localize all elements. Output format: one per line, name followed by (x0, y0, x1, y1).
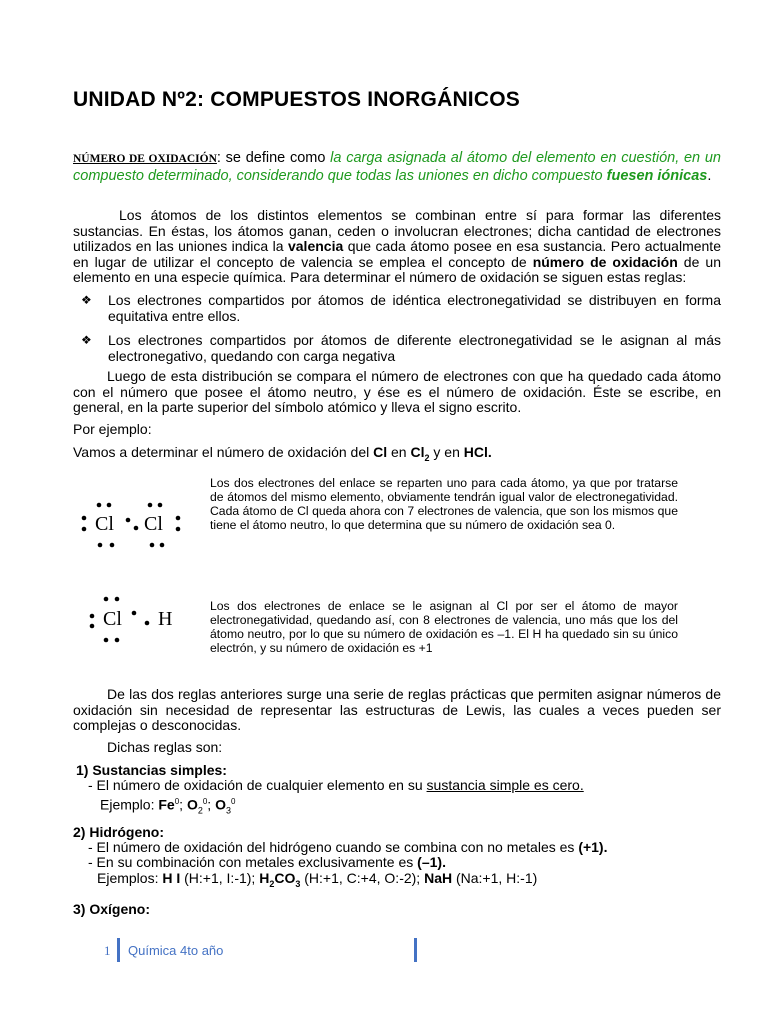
definition-term: NÚMERO DE OXIDACIÓN (73, 153, 217, 165)
rule1-heading: 1) Sustancias simples: (76, 762, 227, 778)
rule1-line: - El número de oxidación de cualquier elemento en su sustancia simple es cero. (88, 777, 584, 793)
lewis-atom-cl: Cl (144, 513, 163, 535)
caption-cl2: Los dos electrones del enlace se reparten uno para cada átomo, ya que por tratarse de átomos del mismo elemento, obviamente tendrán igual valor de electronegatividad. Cada átomo de Cl queda ahora con 7 electrones de valencia, que son los mismos que tiene el átomo neutro, lo que determina que su número de oxidación sea 0. (210, 476, 678, 532)
rules-bullet-list (73, 293, 721, 370)
rule3-heading: 3) Oxígeno: (73, 901, 151, 917)
paragraph-2: Luego de esta distribución se compara el número de electrones con que ha quedado cada átomo con el número que posee el átomo neutro, y ése es el número de oxidación. Éste se escribe, en general, en la parte superior del símbolo atómico y lleva el signo escrito. (73, 368, 721, 415)
paragraph-3: De las dos reglas anteriores surge una serie de reglas prácticas que permiten asignar números de oxidación sin necesidad de representar las estructuras de Lewis, las cuales a veces pueden ser complejas o desconocidas. (73, 686, 721, 733)
diamond-bullet-icon: ❖ (81, 293, 92, 307)
definition-green-bold: fuesen iónicas (606, 168, 708, 184)
lewis-atom-cl: Cl (103, 608, 122, 630)
page-title: UNIDAD Nº2: COMPUESTOS INORGÁNICOS (73, 88, 520, 111)
rule2-line2: - En su combinación con metales exclusivamente es (–1). (88, 854, 446, 870)
definition-intro: : se define como (216, 150, 331, 166)
example-label: Por ejemplo: (73, 421, 152, 437)
caption-hcl: Los dos electrones de enlace se le asignan al Cl por ser el átomo de mayor electronegatividad, quedando así, con 8 electrones de valencia, uno más que los del átomo neutro, por lo que su número de oxidación es –1. El H ha quedado sin su único electrón, y su número de oxidación es +1 (210, 599, 678, 655)
lewis-dots-cl2 (76, 496, 186, 548)
lewis-structure-hcl (86, 594, 186, 646)
footer-text: Química 4to año (128, 943, 224, 958)
lewis-atom-h: H (158, 608, 173, 630)
footer-page-number: 1 (104, 943, 111, 958)
footer-divider (117, 938, 120, 962)
rule2-heading: 2) Hidrógeno: (73, 824, 164, 840)
rule2-line1: - El número de oxidación del hidrógeno cuando se combina con no metales es (+1). (88, 839, 608, 855)
footer-divider-right (414, 938, 417, 962)
rule2-examples: Ejemplos: H I (H:+1, I:-1); $H_2CO_3$ (H:+1, C:+4, O:-2); NaH (Na:+1, H:-1) (97, 870, 538, 889)
definition-end: . (707, 168, 712, 184)
paragraph-1: Los átomos de los distintos elementos se combinan entre sí para formar las diferentes sustancias. En éstas, los átomos ganan, ceden o involucran electrones; dicha cantidad de electrones utilizados en las uniones indica la valencia que cada átomo posee en esa sustancia. Pero actualmente en lugar de utilizar el concepto de valencia se emplea el concepto de número de oxidación de un elemento en una especie química. Para determinar el número de oxidación se siguen estas reglas: (73, 207, 721, 285)
example-line: Vamos a determinar el número de oxidación del Cl en $Cl_2$ y en HCl. (73, 444, 492, 463)
bullet-item: ❖ Los electrones compartidos por átomos de diferente electronegatividad se le asignan al más electronegativo, quedando con carga negativa (81, 332, 721, 364)
bullet-item: ❖ Los electrones compartidos por átomos de idéntica electronegatividad se distribuyen en forma equitativa entre ellos. (81, 292, 721, 324)
rule1-example: Ejemplo: Fe$^0$; $O_2^0$; $O_3^0$ (100, 796, 236, 816)
rules-intro: Dichas reglas son: (107, 739, 223, 755)
diamond-bullet-icon: ❖ (81, 333, 92, 347)
definition-green-text: la carga asignada al átomo del elemento en cuestión, en un compuesto determinado, considerando que todas las uniones en dicho compuesto fuesen iónicas (73, 150, 721, 184)
lewis-atom-cl: Cl (95, 513, 114, 535)
definition-paragraph (73, 150, 721, 185)
lewis-structure-cl2 (76, 496, 186, 548)
